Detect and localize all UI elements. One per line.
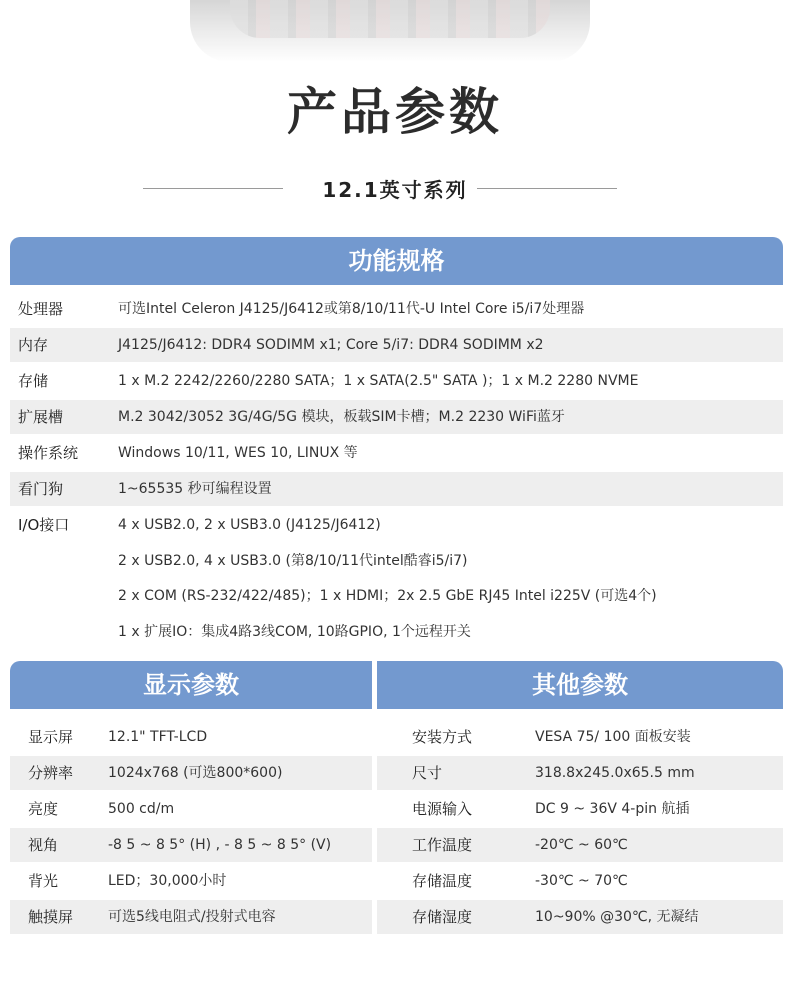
spec-key: I/O接口 [18,516,70,534]
spec-key: 显示屏 [28,728,74,746]
spec-value: 500 cd/m [108,801,175,817]
spec-row-os [10,436,783,470]
other-row-mounting [377,720,783,754]
display-row-touchscreen [10,900,372,934]
display-row-viewing-angle [10,828,372,862]
spec-value: -20℃ ~ 60℃ [535,837,628,853]
spec-key: 存储 [18,372,49,390]
other-spec-table [377,720,783,936]
spec-value: M.2 3042/3052 3G/4G/5G 模块，板载SIM卡槽；M.2 2230 WiFi蓝牙 [118,409,565,425]
spec-key: 触摸屏 [28,908,74,926]
page-title: 产品参数 [287,83,503,141]
product-photo-fade [190,0,590,62]
display-spec-table [10,720,372,936]
spec-value: 318.8x245.0x65.5 mm [535,765,695,781]
spec-key: 工作温度 [412,836,473,854]
spec-row-io [10,508,783,650]
spec-key: 尺寸 [412,764,443,782]
other-section-header: 其他参数 [377,661,783,709]
spec-key: 操作系统 [18,444,79,462]
spec-value: 1 x M.2 2242/2260/2280 SATA；1 x SATA(2.5" SATA )；1 x M.2 2280 NVME [118,373,639,389]
spec-key: 背光 [28,872,59,890]
other-row-dimensions [377,756,783,790]
spec-value: LED；30,000小时 [108,873,227,889]
spec-key: 存储温度 [412,872,473,890]
spec-value: 1~65535 秒可编程设置 [118,481,272,497]
spec-value: 可选Intel Celeron J4125/J6412或第8/10/11代-U Intel Core i5/i7处理器 [118,301,585,317]
display-section-header: 显示参数 [10,661,372,709]
function-spec-table [10,292,783,652]
spec-row-expansion [10,400,783,434]
spec-row-storage [10,364,783,398]
spec-value: 12.1" TFT-LCD [108,729,208,745]
spec-key: 电源输入 [412,800,473,818]
spec-row-memory [10,328,783,362]
spec-row-watchdog [10,472,783,506]
other-row-storage-temp [377,864,783,898]
function-section-header: 功能规格 [10,237,783,285]
spec-value: 可选5线电阻式/投射式电容 [108,909,276,925]
spec-key: 扩展槽 [18,408,64,426]
spec-value: 1024x768 (可选800*600) [108,765,283,781]
display-row-brightness [10,792,372,826]
series-title: 12.1英寸系列 [322,178,468,202]
spec-value: J4125/J6412: DDR4 SODIMM x1; Core 5/i7: DDR4 SODIMM x2 [118,337,544,353]
spec-value: -30℃ ~ 70℃ [535,873,628,889]
display-row-backlight [10,864,372,898]
series-header [0,174,790,204]
io-line: 2 x COM (RS-232/422/485)；1 x HDMI；2x 2.5 GbE RJ45 Intel i225V (可选4个) [118,588,657,604]
spec-value: Windows 10/11, WES 10, LINUX 等 [118,445,358,461]
spec-key: 存储湿度 [412,908,473,926]
io-line: 1 x 扩展IO：集成4路3线COM, 10路GPIO, 1个远程开关 [118,624,471,640]
divider-right [477,188,617,189]
other-row-storage-humidity [377,900,783,934]
io-line: 2 x USB2.0, 4 x USB3.0 (第8/10/11代intel酷睿i5/i7) [118,553,468,569]
spec-value: 10~90% @30℃, 无凝结 [535,909,699,925]
other-row-operating-temp [377,828,783,862]
spec-value: -8 5 ~ 8 5° (H) , - 8 5 ~ 8 5° (V) [108,837,332,853]
other-row-power [377,792,783,826]
spec-key: 内存 [18,336,49,354]
io-line: 4 x USB2.0, 2 x USB3.0 (J4125/J6412) [118,517,381,533]
spec-row-processor [10,292,783,326]
spec-key: 看门狗 [18,480,64,498]
display-row-resolution [10,756,372,790]
spec-value: VESA 75/ 100 面板安装 [535,729,691,745]
spec-key: 分辨率 [28,764,74,782]
spec-value: DC 9 ~ 36V 4-pin 航插 [535,801,690,817]
spec-key: 视角 [28,836,59,854]
spec-key: 安装方式 [412,728,473,746]
display-row-screen [10,720,372,754]
spec-key: 处理器 [18,300,64,318]
spec-key: 亮度 [28,800,59,818]
